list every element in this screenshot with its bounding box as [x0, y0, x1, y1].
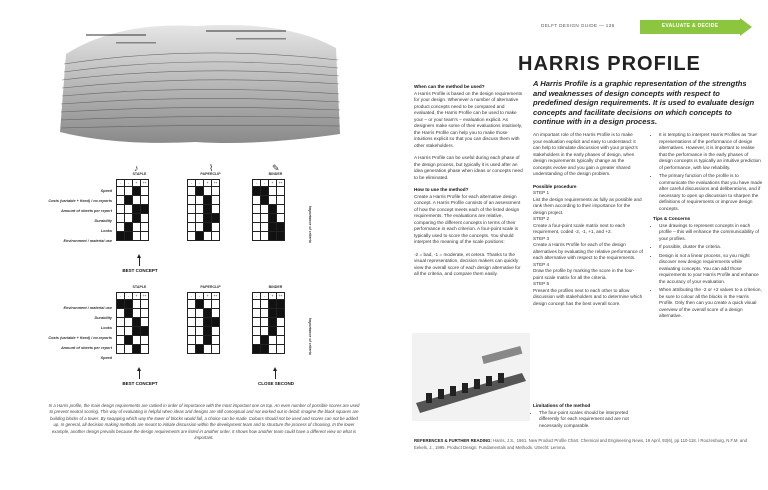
profile-grid [116, 292, 163, 354]
profile-cell [188, 345, 196, 354]
profile-cell [188, 318, 196, 327]
paragraph: A Harris Profile is based on the design requirements for your design. Whenever a number of alternative product concepts need to be compared and evaluated, the Harris Profile can be used to make your – or your team's – evaluation explicit. As designers make some of their evaluations intuitively, the Harris Profile can help you to make those intuitions explicit so that you can discuss them with other stakeholders. [414, 90, 523, 148]
paragraph: Create a Harris Profile for each alternative design concept. A Harris Profile consists of an assessment of how the concept meets each of the listed design requirements. The evaluations are relative, comparing the different concepts in terms of their performance in each criterion. A four-point scale is typically used to score the concepts. You should interpret the meaning of the scale positions: [414, 193, 521, 244]
profile-grid [187, 179, 234, 241]
arrow-up-icon [139, 257, 140, 266]
profile-cell [196, 205, 204, 214]
profile-cell [141, 345, 149, 354]
importance-label: Importance of criteria [308, 318, 312, 355]
profile-cell [141, 300, 149, 309]
profile-cell [188, 300, 196, 309]
step-label: STEP 2 [533, 216, 550, 221]
scale-cell: + [133, 180, 141, 187]
profile-cell [141, 223, 149, 232]
profile-cell [188, 205, 196, 214]
profile-cell [188, 223, 196, 232]
scale-cell: + [204, 293, 212, 300]
concept-photo [412, 333, 530, 421]
scale-cell: - [196, 293, 204, 300]
scale-cell: - [253, 180, 261, 187]
profile-cell [277, 345, 285, 354]
profile-cell [277, 187, 285, 196]
profile-cell [117, 336, 125, 345]
figure-caption: In a Harris profile, the main design requirements are ranked in order of importance with the most important one on top. An even number of possible scores are used to prevent neutral scoring. This way of evaluating is helpful when ideas and designs are still conceptual and not worked out in detail: imagine the black squares are building blocks of a tower. By swapping which way the tower of blocks would fall, a choice can be made. Colours should not be used and scores can not be added up. In general, all decision making methods are meant to initiate discussion within the development team and to structure the process of choosing. In the lower example, another design prevails because the design requirements are listed in another order. It shows how another team could have a different view on what is important. [48, 403, 360, 441]
profile-cell [253, 300, 261, 309]
profile-cell [141, 336, 149, 345]
step-label: STEP 1 [533, 190, 550, 195]
scale-cell: ++ [213, 181, 218, 185]
profile-cell [261, 214, 269, 223]
profile-cell [117, 205, 125, 214]
criterion: Environment / material use [63, 239, 112, 243]
profile-cell [196, 309, 204, 318]
concept-label-staple: STAPLE [132, 172, 147, 176]
concept-label-binder: BINDER [268, 172, 283, 176]
step-label: STEP 3 [533, 235, 550, 241]
profile-cell [188, 232, 196, 241]
references-text: Harris, J.S., 1961. New Product Profile Chart. Chemical and Engineering News, 19 April, 93(6), pp.110-118. / Roozenburg, N.F.M. and Eekels, J., 1995. Product Design: Fundamentals and Methods. Utrecht: Lemma. [414, 438, 747, 450]
section-badge [640, 18, 754, 36]
profile-cell [117, 187, 125, 196]
profile-cell [269, 214, 277, 223]
step-label: STEP 5 [533, 281, 550, 286]
profile-cell [269, 345, 277, 354]
profile-cell [196, 214, 204, 223]
profile-cell [141, 327, 149, 336]
profile-cell [204, 309, 212, 318]
profile-cell [125, 318, 133, 327]
column-1 [414, 80, 524, 284]
profile-cell [277, 318, 285, 327]
scale-cell: - [125, 180, 133, 187]
scale-cell: - [196, 180, 204, 187]
profile-cell [269, 318, 277, 327]
profile-cell [196, 232, 204, 241]
profile-cell [196, 300, 204, 309]
profile-cell [133, 345, 141, 354]
profile-cell [188, 309, 196, 318]
profile-cell [212, 309, 220, 318]
profile-cell [117, 223, 125, 232]
profile-cell [141, 205, 149, 214]
profile-cell [277, 336, 285, 345]
profile-cell [133, 336, 141, 345]
profile-cell [133, 187, 141, 196]
profile-cell [196, 327, 204, 336]
profile-cell [204, 345, 212, 354]
profile-cell [196, 187, 204, 196]
profile-cell [141, 232, 149, 241]
paragraph: An important role of the Harris Profile is to make your evaluation explicit and easy to understand: it can help to stimulate discussion with your project's stakeholders in the early phases of design, when design requirements typically change as the concepts evolve and you gain a greater shared understanding of the design problem. [533, 132, 638, 176]
list-item: • Use drawings to represent concepts in each profile – this will enhance the communicability of your profiles. [659, 223, 763, 243]
profile-cell [125, 187, 133, 196]
concept-label-binder: BINDER [268, 285, 283, 289]
profile-cell [125, 300, 133, 309]
profile-cell [277, 205, 285, 214]
profile-cell [196, 318, 204, 327]
profile-cell [133, 232, 141, 241]
profile-cell [133, 309, 141, 318]
concept-label-paperclip: PAPERCLIP [200, 172, 221, 176]
paragraph: -2 = bad, -1 = moderate, et cetera. Thanks to the visual representation, decision makers can quickly view the overall score of each design alternative for all the criteria, and compare them easily. [414, 251, 521, 276]
section-heading: When can the method be used? [414, 84, 485, 89]
page-title: HARRIS PROFILE [518, 53, 701, 75]
step-text: List the design requirements as fully as possible and rank them according to their importance for the design project. [533, 196, 642, 215]
references-label: REFERENCES & FURTHER READING: [414, 438, 492, 443]
best-concept-label: BEST CONCEPT [122, 381, 158, 386]
profile-cell [117, 300, 125, 309]
profile-cell [253, 309, 261, 318]
profile-cell [261, 345, 269, 354]
profile-cell [261, 223, 269, 232]
profile-cell [261, 327, 269, 336]
profile-cell [141, 309, 149, 318]
profile-cell [117, 214, 125, 223]
profile-cell [133, 223, 141, 232]
profile-cell [204, 205, 212, 214]
criteria-list-top [40, 189, 112, 249]
profile-cell [212, 232, 220, 241]
step-label: STEP 4 [533, 261, 550, 267]
scale-cell: - [188, 293, 196, 300]
criterion: Looks [100, 326, 112, 330]
profile-cell [261, 318, 269, 327]
profile-cell [269, 196, 277, 205]
profile-cell [212, 196, 220, 205]
step-text: Present the profiles next to each other to allow discussion with stakeholders and to determine which design concept has the best overall score. [533, 287, 643, 306]
profile-cell [269, 232, 277, 241]
profile-cell [261, 309, 269, 318]
profile-cell [212, 327, 220, 336]
intro-text: A Harris Profile is a graphic representation of the strengths and weaknesses of design concepts with respect to predefined design requirements. It is used to evaluate design concepts and facilitate decisions on which concepts to continue with in a design process. [533, 79, 755, 127]
profile-cell [196, 336, 204, 345]
profile-cell [133, 205, 141, 214]
profile-cell [253, 327, 261, 336]
limitations [533, 403, 643, 429]
profile-cell [188, 196, 196, 205]
profile-cell [277, 214, 285, 223]
profile-cell [141, 214, 149, 223]
profile-cell [277, 196, 285, 205]
profile-grid [252, 292, 299, 354]
profile-cell [212, 205, 220, 214]
paragraph: A Harris Profile can be useful during each phase of the design process, but typically it is used after an idea generation phase when ideas or concepts need to be eliminated. [414, 155, 523, 180]
criterion: Durability [94, 316, 112, 320]
scale-cell: ++ [278, 181, 283, 185]
profile-cell [117, 318, 125, 327]
profile-cell [212, 345, 220, 354]
criterion: Amount of sheets per report [60, 346, 112, 350]
profile-cell [133, 327, 141, 336]
profile-cell [125, 214, 133, 223]
guide-header: DELFT DESIGN GUIDE — 139 [541, 23, 615, 28]
profile-cell [125, 327, 133, 336]
profile-cell [212, 223, 220, 232]
profile-cell [212, 214, 220, 223]
scale-cell: ++ [142, 181, 147, 185]
concept-label-staple: STAPLE [132, 285, 147, 289]
profile-cell [125, 223, 133, 232]
scale-cell: - [117, 293, 125, 300]
profile-cell [212, 300, 220, 309]
profile-cell [117, 345, 125, 354]
criteria-list-bottom [40, 306, 112, 366]
criterion: Environment / material use [63, 306, 112, 310]
profile-cell [253, 336, 261, 345]
profile-cell [261, 187, 269, 196]
criterion: Speed [100, 189, 112, 193]
criterion: Costs (variable + fixed) / no.reports [48, 336, 112, 340]
profile-cell [125, 232, 133, 241]
criterion: Durability [94, 219, 112, 223]
profile-cell [117, 327, 125, 336]
section-heading: Limitations of the method [533, 403, 591, 408]
profile-cell [269, 187, 277, 196]
profile-cell [204, 187, 212, 196]
profile-cell [269, 327, 277, 336]
section-heading: Possible procedure [533, 183, 577, 189]
profile-cell [141, 187, 149, 196]
profile-cell [125, 309, 133, 318]
column-2 [533, 132, 643, 429]
profile-cell [261, 336, 269, 345]
profile-cell [204, 300, 212, 309]
profile-cell [212, 318, 220, 327]
profile-cell [261, 232, 269, 241]
concept-label-paperclip: PAPERCLIP [200, 285, 221, 289]
section-heading: Tips & Concerns [653, 216, 691, 221]
profile-cell [269, 223, 277, 232]
profile-cell [253, 223, 261, 232]
step-text: Create a four-point scale matrix next to each requirement, coded -2, -1, +1, and +2. [533, 222, 626, 234]
profile-cell [125, 196, 133, 205]
profile-cell [204, 336, 212, 345]
profile-cell [196, 345, 204, 354]
section-badge-label: EVALUATE & DECIDE [661, 23, 719, 29]
profile-cell [204, 232, 212, 241]
list-item: • The primary function of the profile is to communicate the evaluations that you have made after careful discussions and deliberations, and if necessary to open up discussion to sharpen the definitions of requirements or improve design concepts. [659, 173, 763, 212]
profile-cell [269, 205, 277, 214]
newspaper-stack-photo [56, 14, 342, 146]
list-item: • Design is not a linear process, so you might discover new design requirements while evaluating concepts. You can add those requirements to your Harris Profile and enhance the accuracy of your evaluation. [659, 253, 763, 286]
profile-grid [252, 179, 299, 241]
profile-cell [204, 196, 212, 205]
profile-cell [133, 318, 141, 327]
references [414, 437, 760, 451]
profile-cell [204, 327, 212, 336]
scale-cell: ++ [142, 294, 147, 298]
profile-cell [261, 196, 269, 205]
profile-cell [277, 223, 285, 232]
criterion: Speed [100, 356, 112, 360]
close-second-label: CLOSE SECOND [257, 381, 294, 386]
profile-cell [117, 232, 125, 241]
profile-cell [253, 345, 261, 354]
scale-cell: - [261, 293, 269, 300]
profile-cell [204, 214, 212, 223]
list-item: • The four-point scales should be interpreted differently for each requirement and are not necessarily comparable. [539, 410, 643, 430]
scale-cell: - [125, 293, 133, 300]
profile-cell [117, 309, 125, 318]
profile-cell [253, 196, 261, 205]
list-item: • It is tempting to interpret Harris Profiles as 'true' representations of the performance of design alternatives. However, it is important to realise that the performance in the early phases of design concepts is typically an intuitive prediction of performance, with low reliability. [659, 132, 763, 171]
profile-cell [253, 318, 261, 327]
profile-cell [261, 300, 269, 309]
profile-cell [196, 223, 204, 232]
scale-cell: - [117, 180, 125, 187]
arrow-up-icon [139, 370, 140, 379]
scale-cell: + [269, 293, 277, 300]
criterion: Looks [100, 229, 112, 233]
profile-cell [125, 336, 133, 345]
scale-cell: + [133, 293, 141, 300]
scale-cell: ++ [278, 294, 283, 298]
profile-cell [125, 205, 133, 214]
profile-cell [269, 300, 277, 309]
profile-cell [277, 232, 285, 241]
profile-cell [277, 327, 285, 336]
profile-cell [204, 318, 212, 327]
arrow-up-icon [275, 370, 276, 379]
profile-cell [277, 309, 285, 318]
profile-cell [269, 336, 277, 345]
profile-grid [187, 292, 234, 354]
scale-cell: + [204, 180, 212, 187]
importance-label: Importance of criteria [308, 206, 312, 243]
list-item: • When attributing the -2 or +2 values to a criterion, be sure to colour all the blocks in the Harris Profile. Only then can you create a quick visual overview of the overall score of a design alternative. [659, 287, 763, 320]
profile-cell [133, 196, 141, 205]
profile-cell [212, 336, 220, 345]
criterion: Costs (variable + fixed) / no.reports [48, 199, 112, 203]
list-item: • If possible, cluster the criteria. [659, 244, 763, 251]
profile-cell [133, 300, 141, 309]
profile-cell [253, 232, 261, 241]
profile-cell [261, 205, 269, 214]
profile-cell [141, 196, 149, 205]
scale-cell: - [253, 293, 261, 300]
profile-cell [253, 187, 261, 196]
best-concept-label: BEST CONCEPT [122, 268, 158, 273]
profile-cell [188, 327, 196, 336]
profile-cell [212, 187, 220, 196]
profile-cell [188, 336, 196, 345]
profile-cell [117, 196, 125, 205]
step-text: Create a Harris Profile for each of the design alternatives by evaluating the relative performance of each alternative with respect to the requirements. [533, 242, 643, 260]
profile-cell [253, 214, 261, 223]
profile-cell [188, 187, 196, 196]
profile-cell [196, 196, 204, 205]
criterion: Amount of sheets per report [60, 209, 112, 213]
profile-grid [116, 179, 163, 241]
binder-icon: ✎ [272, 163, 280, 173]
profile-cell [133, 214, 141, 223]
step-text: Draw the profile by marking the score in the four-point scale matrix for all the criteria. [533, 268, 635, 280]
profile-cell [269, 309, 277, 318]
arrow-icon [740, 18, 752, 36]
staple-icon: ♪ [134, 163, 139, 173]
profile-cell [188, 214, 196, 223]
profile-cell [125, 345, 133, 354]
profile-cell [141, 318, 149, 327]
paperclip-icon: ⌇ [209, 163, 214, 173]
scale-cell: ++ [213, 294, 218, 298]
profile-cell [277, 300, 285, 309]
scale-cell: - [261, 180, 269, 187]
section-heading: How to use the method? [414, 187, 469, 192]
profile-cell [253, 205, 261, 214]
profile-cell [204, 223, 212, 232]
scale-cell: - [188, 180, 196, 187]
scale-cell: + [269, 180, 277, 187]
column-3 [653, 132, 763, 322]
